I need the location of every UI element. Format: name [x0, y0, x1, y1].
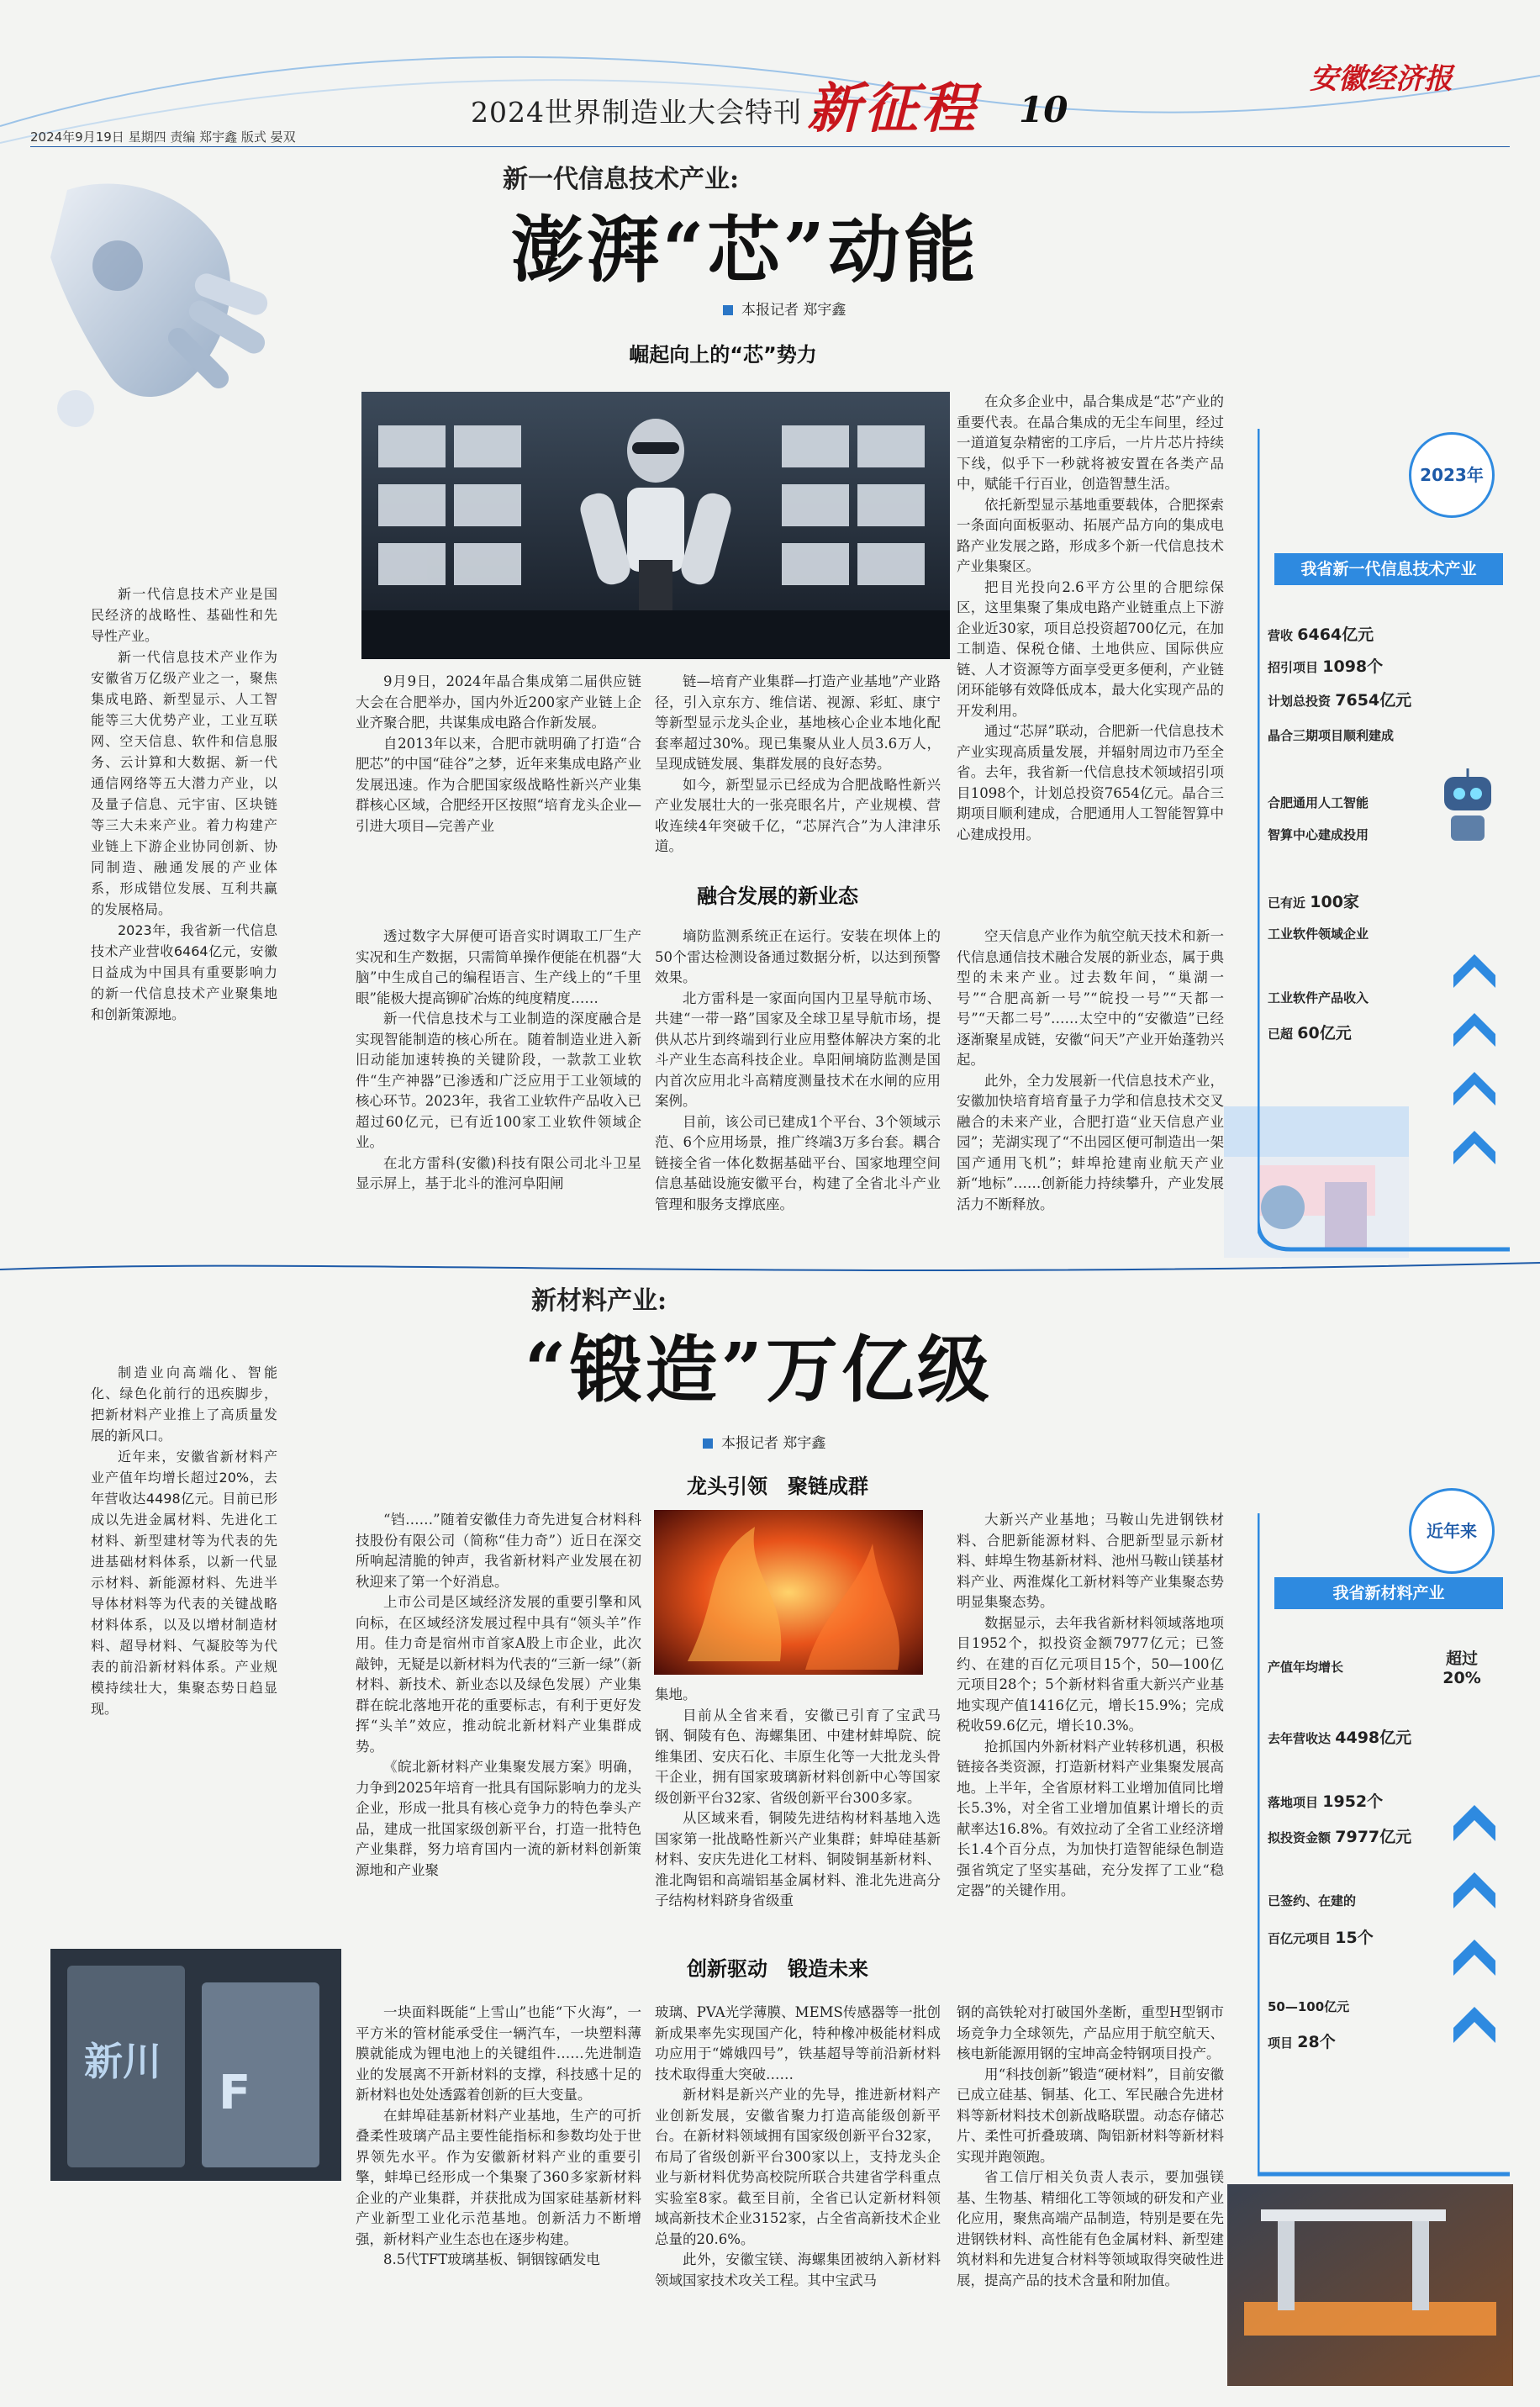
- article2-headline: “锻造”万亿级: [525, 1328, 993, 1412]
- article1-col-e: [655, 926, 941, 1215]
- article1-byline: [723, 298, 846, 319]
- panel1-stat: 智算中心建成投用: [1268, 827, 1369, 842]
- article2-byline: [703, 1431, 825, 1452]
- panel2-stat: 产值年均增长: [1268, 1660, 1344, 1675]
- molten-metal-photo: [654, 1510, 923, 1675]
- paragraph: 通过“芯屏”联动，合肥新一代信息技术产业实现高质量发展，并辐射周边市乃至全省。去年，我省新一代信息技术领域招引项目1098个，计划总投资7654亿元。晶合三期项目顺利建成，合肥通用人工智能智算中心建成投用。: [957, 723, 1224, 842]
- panel2-stat: 百亿元项目 15个: [1268, 1929, 1374, 1947]
- page-number: 10: [1019, 89, 1068, 130]
- paragraph: 新一代信息技术与工业制造的深度融合是实现智能制造的核心所在。随着制造业进入新旧动能加速转换的关键阶段，一款款工业软件“生产神器”已渗透和广泛应用于工业领域的核心环节。2023年，我省工业软件产品收入已超过60亿元，已有近100家工业软件领域企业。: [356, 1011, 641, 1150]
- article1-col-c: [957, 392, 1224, 845]
- paragraph: 从区域来看，铜陵先进结构材料基地入选国家第一批战略性新兴产业集群；蚌埠硅基新材料、安庆先进化工材料、铜陵铜基新材料、淮北陶铝和高端铝基金属材料、淮北先进高分子结构材料跻身省级重: [655, 1810, 941, 1908]
- panel1-stat: 工业软件领域企业: [1268, 926, 1369, 942]
- panel2-stat: 50—100亿元: [1268, 1999, 1350, 2014]
- svg-text:新川: 新川: [84, 2039, 161, 2084]
- year-badge: 2023年: [1409, 432, 1495, 518]
- paragraph: 北方雷科是一家面向国内卫星导航市场、共建“一带一路”国家及全球卫星导航市场，提供从芯片到终端到行业应用整体解决方案的北斗产业生态高科技企业。阜阳闸墒防监测是国内首次应用北斗高精度测量技术在水闸的应用案例。: [655, 990, 941, 1109]
- article2-sidebar: [91, 1362, 277, 1719]
- paragraph: 墒防监测系统正在运行。安装在坝体上的50个雷达检测设备通过数据分析，以达到预警效果。: [655, 928, 941, 985]
- paragraph: 把目光投向2.6平方公里的合肥综保区，这里集聚了集成电路产业链重点上下游企业近30家，项目总投资超700亿元，在加工制造、保税仓储、土地供应、国际供应链、人才资源等方面享受更多便利，产业链闭环能够有效降低成本，最大化实现产品的开发利用。: [957, 578, 1224, 719]
- article2-section1-title: 龙头引领 聚链成群: [687, 1475, 868, 1498]
- paragraph: 玻璃、PVA光学薄膜、MEMS传感器等一批创新成果率先实现国产化，特种橡冲极能材料成功应用于“嫦娥四号”，铁基超导等前沿新材料技术取得重大突破……: [655, 2004, 941, 2082]
- paragraph: 自2013年以来，合肥市就明确了打造“合肥芯”的中国“硅谷”之梦，近年来集成电路产业发展迅速。作为合肥国家级战略性新兴产业集群核心区域，合肥经开区按照“培育龙头企业—引进大项目—完善产业: [356, 735, 641, 834]
- panel2-stat: 已签约、在建的: [1268, 1893, 1357, 1908]
- paragraph: 8.5代TFT玻璃基板、铜铟镓硒发电: [383, 2251, 600, 2267]
- paragraph: 此外，安徽宝镁、海螺集团被纳入新材料领域国家技术攻关工程。其中宝武马: [655, 2251, 941, 2288]
- section-divider: [0, 1253, 1540, 1286]
- sidebar-paragraph: 2023年，我省新一代信息技术产业营收6464亿元，安徽日益成为中国具有重要影响力的新一代信息技术产业聚集地和创新策源地。: [91, 922, 277, 1022]
- panel2-stat: 去年营收达 4498亿元: [1268, 1729, 1412, 1747]
- paragraph: 此外，全力发展新一代信息技术产业，安徽加快培育培育量子力学和信息技术交叉融合的未来产业，合肥打造“业天信息产业园”；芜湖实现了“不出园区便可制造出一架国产通用飞机”；蚌埠抢建南业航天产业新“地标”……创新能力持续攀升，产业发展活力不断释放。: [957, 1072, 1224, 1212]
- dateline-rule: [30, 146, 1510, 147]
- paragraph: 上市公司是区域经济发展的重要引擎和风向标，在区域经济发展过程中具有“领头羊”作用。佳力奇是宿州市首家A股上市企业，此次敲钟，无疑是以新材料为代表的“三新一绿”（新材料、新技术、新业态以及绿色发展）产业集群在皖北落地开花的重要标志，有利于更好发挥“头羊”效应，推动皖北新材料产业集群成势。: [356, 1594, 641, 1755]
- article1-sidebar: [91, 583, 277, 1025]
- article2-col-f: [957, 2003, 1224, 2291]
- paragraph: 目前从全省来看，安徽已引育了宝武马钢、铜陵有色、海螺集团、中建材蚌埠院、皖维集团、安庆石化、丰原生化等一大批龙头骨干企业，拥有国家玻璃新材料创新中心等国家级创新平台32家、省级创新平台300多家。: [655, 1707, 941, 1806]
- panel1-stat: 计划总投资 7654亿元: [1268, 691, 1412, 710]
- panel1-stat: 晶合三期项目顺利建成: [1268, 728, 1395, 743]
- paragraph: 如今，新型显示已经成为合肥战略性新兴产业发展壮大的一张亮眼名片，产业规模、营收连续4年突破千亿，“芯屏汽合”为人津津乐道。: [655, 776, 941, 854]
- robot-mascot-icon: [1432, 768, 1503, 847]
- article2-kicker: 新材料产业:: [531, 1286, 667, 1316]
- paragraph: “铛……”随着安徽佳力奇先进复合材料科技股份有限公司（简称“佳力奇”）近日在深交所响起清脆的钟声，我省新材料产业发展在初秋迎来了第一个好消息。: [356, 1512, 641, 1590]
- paragraph: 链—培育产业集群—打造产业基地”产业路径，引入京东方、维信诺、视源、彩虹、康宁等新型显示龙头企业，基地核心企业本地化配套率超过30%。现已集聚从业人员3.6万人，呈现成链发展、集群发展的良好态势。: [655, 673, 941, 772]
- article2-col-e: [655, 2003, 941, 2291]
- article1-col-a: [356, 672, 641, 837]
- paragraph: 大新兴产业基地；马鞍山先进钢铁材料、合肥新能源材料、合肥新型显示新材料、蚌埠生物基新材料、池州马鞍山镁基材料产业、两淮煤化工新材料等产业集聚态势明显集聚态势。: [957, 1512, 1224, 1610]
- panel2-stat: 项目 28个: [1268, 2033, 1336, 2051]
- paragraph: 空天信息产业作为航空航天技术和新一代信息通信技术融合发展的新业态，属于典型的未来产业。过去数年间，“巢湖一号”“合肥高新一号”“皖投一号”“天都一号”“天都二号”……太空中的“安徽造”已经逐渐聚星成链，安徽“问天”产业开始蓬勃兴起。: [957, 928, 1224, 1068]
- article2-col-c: [957, 1510, 1224, 1902]
- paragraph: 《皖北新材料产业集聚发展方案》明确，力争到2025年培育一批具有国际影响力的龙头企业，形成一批具有核心竞争力的特色拳头产品，建成一批国家级创新平台，打造一批特色产业集群，努力培育国内一流的新材料创新策源地和产业聚: [356, 1759, 641, 1878]
- article1-section2-title: 融合发展的新业态: [697, 884, 858, 908]
- paragraph: 在蚌埠硅基新材料产业基地，生产的可折叠柔性玻璃产品主要性能指标和参数均处于世界领先水平。作为安徽新材料产业的重要引擎，蚌埠已经形成一个集聚了360多家新材料企业的产业集群，并获批成为国家硅基新材料产业新型工业化示范基地。创新活力不断增强，新材料产业生态也在逐步构建。: [356, 2107, 641, 2247]
- robot-hand-illustration: [17, 156, 303, 434]
- panel2-stat: 超过20%: [1442, 1650, 1481, 1687]
- byline-text: 本报记者 郑宇鑫: [721, 1435, 826, 1452]
- paragraph: 一块面料既能“上雪山”也能“下火海”，一平方米的管材能承受住一辆汽车，一块塑料薄膜就能成为锂电池上的关键组件……先进制造业的发展离不开新材料的支撑，科技感十足的新材料也处处透露着创新的巨大变量。: [356, 2004, 641, 2103]
- article1-headline: 澎湃“芯”动能: [511, 208, 979, 293]
- sidebar-paragraph: 新一代信息技术产业作为安徽省万亿级产业之一，聚焦集成电路、新型显示、人工智能等三大优势产业，工业互联网、空天信息、软件和信息服务、云计算和大数据、新一代通信网络等五大潜力产业，以及量子信息、元宇宙、区块链等三大未来产业。着力构建产业链上下游企业协同创新、协同制造、融通发展的产业体系，形成错位发展、互利共赢的发展格局。: [91, 649, 277, 917]
- panel1-stat: 已有近 100家: [1268, 893, 1359, 911]
- panel1-stat: 工业软件产品收入: [1268, 990, 1369, 1006]
- special-issue-title: 2024世界制造业大会特刊 ·: [471, 96, 821, 129]
- article1-col-f: [957, 926, 1224, 1215]
- byline-square-icon: [703, 1438, 713, 1449]
- paragraph: 9月9日，2024年晶合集成第二届供应链大会在合肥举办，国内外近200家产业链上企业齐聚合肥，共谋集成电路合作新发展。: [356, 673, 641, 731]
- sidebar-paragraph: 近年来，安徽省新材料产业产值年均增长超过20%，去年营收达4498亿元。目前已形成以先进金属材料、先进化工材料、新型建材等为代表的先进基础材料体系，以新一代显示材料、新能源材料、先进半导体材料等为代表的关键战略材料体系，以及以增材制造材料、超导材料、气凝胶等为代表的前沿新材料体系。产业规模持续壮大，集聚态势日趋显现。: [91, 1449, 277, 1717]
- paragraph: 透过数字大屏便可语音实时调取工厂生产实况和生产数据，只需简单操作便能在机器“大脑”中生成自己的编程语言、生产线上的“千里眼”能极大提高铆矿冶炼的纯度精度……: [356, 928, 641, 1006]
- paragraph: 集地。: [655, 1686, 697, 1702]
- paper-name-logo: 安徽经济报: [1310, 62, 1453, 96]
- paragraph: 抢抓国内外新材料产业转移机遇，积极链接各类资源，打造新材料产业集聚发展高地。上半年，全省原材料工业增加值同比增长5.3%，对全省工业增加值累计增长的贡献率达16.8%。有效拉动了全省工业经济增长1.4个百分点，为加快打造智能绿色制造强省筑定了坚实基础，充分发挥了工业“稳定器”的关键作用。: [957, 1738, 1224, 1898]
- byline-text: 本报记者 郑宇鑫: [741, 302, 846, 319]
- article2-section2-title: 创新驱动 锻造未来: [687, 1957, 868, 1981]
- dateline: 2024年9月19日 星期四 责编 郑宇鑫 版式 晏双: [30, 129, 296, 145]
- sidebar-paragraph: 新一代信息技术产业是国民经济的战略性、基础性和先导性产业。: [91, 586, 277, 644]
- article1-stats-panel: [1258, 395, 1510, 1253]
- new-materials-photo: [50, 1949, 341, 2181]
- article1-col-d: [356, 926, 641, 1195]
- paragraph: 在众多企业中，晶合集成是“芯”产业的重要代表。在晶合集成的无尘车间里，经过一道道复杂精密的工序后，一片片芯片持续下线，似乎下一秒就将被安置在各类产品中，赋能千行百业，创造智慧生活。: [957, 393, 1224, 492]
- panel-title: 我省新材料产业: [1274, 1577, 1503, 1609]
- brand-calligraphy: 新征程: [807, 77, 978, 140]
- masthead: [0, 0, 1540, 151]
- paragraph: 钢的高铁轮对打破国外垄断，重型H型钢市场竞争力全球领先，产品应用于航空航天、核电新能源用钢的宝坤高金特钢项目投产。: [957, 2004, 1224, 2061]
- paragraph: 数据显示，去年我省新材料领域落地项目1952个，拟投资金额7977亿元；已签约、在建的百亿元项目15个，50—100亿元项目28个；5个新材料省重大新兴产业基地实现产值1416亿元，增长15.9%；完成税收59.6亿元，增长10.3%。: [957, 1614, 1224, 1734]
- sidebar-paragraph: 制造业向高端化、智能化、绿色化前行的迅疾脚步，把新材料产业推上了高质量发展的新风口。: [91, 1364, 277, 1444]
- byline-square-icon: [723, 305, 733, 315]
- chevron-arrows-icon: [1449, 1792, 1500, 2045]
- panel1-stat: 招引项目 1098个: [1268, 657, 1384, 676]
- panel2-stat: 拟投资金额 7977亿元: [1268, 1828, 1412, 1846]
- chevron-arrows-icon: [1449, 942, 1500, 1169]
- panel1-stat: 合肥通用人工智能: [1268, 795, 1369, 810]
- paragraph: 用“科技创新”锻造“硬材料”，目前安徽已成立硅基、铜基、化工、军民融合先进材料等新材料技术创新战略联盟。动态存储芯片、柔性可折叠玻璃、陶铝新材料等新材料实现并跑领跑。: [957, 2066, 1224, 2165]
- paragraph: 目前，该公司已建成1个平台、3个领域示范、6个应用场景，推广终端3万多台套。耦合链接全省一体化数据基础平台、国家地理空间信息基础设施安徽平台，构建了全省北斗产业管理和服务支撑底座。: [655, 1113, 941, 1212]
- paragraph: 新材料是新兴产业的先导，推进新材料产业创新发展，安徽省聚力打造高能级创新平台。在新材料领域拥有国家级创新平台32家，布局了省级创新平台300家以上，支持龙头企业与新材料优势高校院所联合共建省学科重点实验室8家。截至目前，全省已认定新材料领域高新技术企业3152家，占全省高新技术企业总量的20.6%。: [655, 2087, 941, 2247]
- svg-text:F: F: [219, 2066, 251, 2120]
- year-badge: 近年来: [1409, 1488, 1495, 1574]
- article2-col-a: [356, 1510, 641, 1881]
- article1-kicker: 新一代信息技术产业:: [503, 165, 740, 194]
- panel2-stat: 落地项目 1952个: [1268, 1792, 1384, 1811]
- article2-col-b: [655, 1685, 941, 1912]
- panel1-stat: 营收 6464亿元: [1268, 626, 1374, 644]
- article2-col-d: [356, 2003, 641, 2271]
- article1-col-b: [655, 672, 941, 858]
- article1-section1-title: 崛起向上的“芯”势力: [629, 343, 817, 367]
- panel-title: 我省新一代信息技术产业: [1274, 553, 1503, 585]
- paragraph: 省工信厅相关负责人表示，要加强镁基、生物基、精细化工等领域的研发和产业化应用，聚焦高端产品制造，特别是要在先进钢铁材料、高性能有色金属材料、新型建筑材料和先进复合材料等领域取得突破性进展，提高产品的技术含量和附加值。: [957, 2169, 1224, 2288]
- steel-mill-photo: [1227, 2184, 1513, 2386]
- paragraph: 在北方雷科(安徽)科技有限公司北斗卫星显示屏上，基于北斗的淮河阜阳闸: [356, 1154, 641, 1191]
- humanoid-robot-photo: [361, 392, 950, 659]
- panel1-stat: 已超 60亿元: [1268, 1024, 1352, 1043]
- paragraph: 依托新型显示基地重要载体，合肥探索一条面向面板驱动、拓展产品方向的集成电路产业发展之路，形成多个新一代信息技术产业集聚区。: [957, 496, 1224, 574]
